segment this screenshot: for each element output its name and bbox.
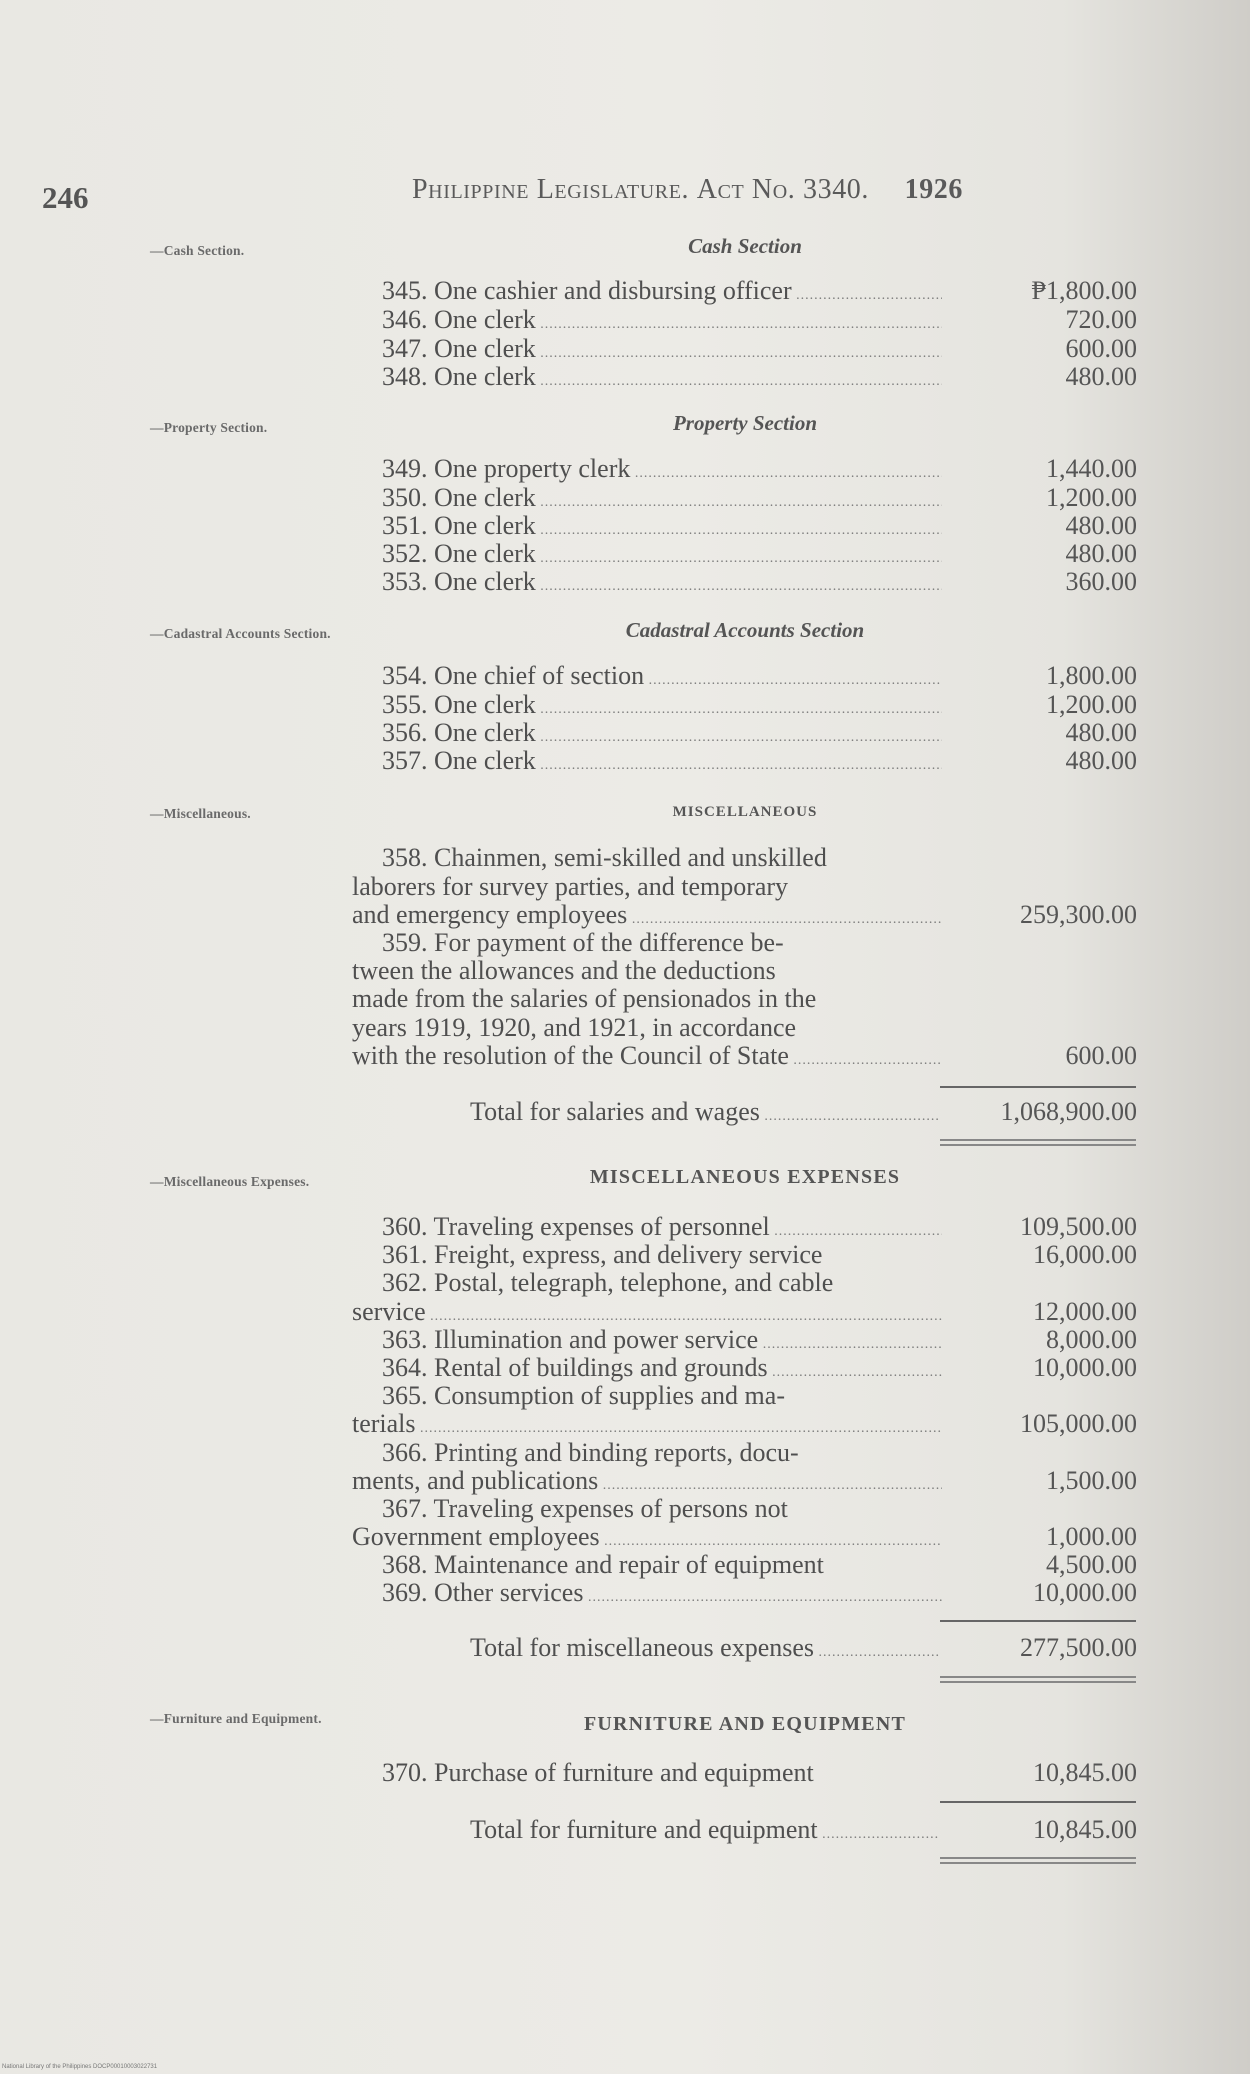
budget-line [352,1268,1137,1298]
line-amount: 1,200.00 [1046,690,1137,719]
line-text: 366. Printing and binding reports, docu- [382,1438,799,1467]
scan-footer: National Library of the Philippines DOCP00010003022731 [2,2064,158,2070]
page-number: 246 [42,180,89,215]
budget-line [352,1013,1137,1043]
line-text: 356. One clerk ..... [352,718,942,753]
line-text: 364. Rental of buildings and grounds ..... [352,1353,942,1388]
budget-line [352,1522,1137,1552]
line-amount: 1,800.00 [1046,661,1137,690]
margin-note-property: —Property Section. [150,420,268,435]
line-text: 354. One chief of section ..... [352,661,942,696]
line-amount: 600.00 [1065,334,1137,363]
line-amount: 1,500.00 [1046,1466,1137,1495]
budget-line [352,1353,1137,1383]
line-amount: 10,845.00 [1033,1758,1137,1787]
line-amount: 259,300.00 [1020,900,1137,929]
running-head [412,174,963,206]
line-amount: 10,000.00 [1033,1578,1137,1607]
line-amount: 480.00 [1065,718,1137,747]
budget-line [352,1466,1137,1496]
budget-line [352,334,1137,364]
budget-line [352,1494,1137,1524]
line-text: 352. One clerk ..... [352,539,942,574]
line-text: 351. One clerk ..... [352,511,942,546]
line-text: 349. One property clerk ..... [352,454,942,489]
line-amount: 480.00 [1065,746,1137,775]
line-amount: ₱1,800.00 [1031,276,1137,305]
line-text: 357. One clerk ..... [352,746,942,781]
line-text: 362. Postal, telegraph, telephone, and cable [382,1268,834,1297]
line-text: 348. One clerk ..... [352,362,942,397]
line-amount: 360.00 [1065,567,1137,596]
budget-line [352,1041,1137,1071]
line-amount: 109,500.00 [1020,1212,1137,1241]
budget-line [352,872,1137,902]
line-text: 359. For payment of the difference be- [382,928,784,957]
section-heading-miscellaneous: MISCELLANEOUS [672,804,818,820]
line-text: with the resolution of the Council of State ..... [352,1041,942,1076]
line-amount: 480.00 [1065,539,1137,568]
budget-line [352,1758,1137,1788]
budget-line [352,1409,1137,1439]
budget-line [352,1381,1137,1411]
line-text: 369. Other services ..... [352,1578,942,1613]
line-text: tween the allowances and the deductions [352,956,776,985]
line-amount: 480.00 [1065,362,1137,391]
line-amount: 16,000.00 [1033,1240,1137,1269]
budget-line [352,1297,1137,1327]
budget-line [352,1438,1137,1468]
total-amount: 277,500.00 [1020,1633,1137,1662]
budget-line [352,984,1137,1014]
budget-line [352,843,1137,873]
line-text: Government employees ..... [352,1522,942,1557]
section-heading-furniture: FURNITURE AND EQUIPMENT [583,1713,907,1735]
total-double-rule [940,1139,1136,1146]
margin-note-miscellaneous: —Miscellaneous. [150,806,251,821]
total-text: Total for furniture and equipment ..... [470,1815,940,1850]
line-text: 347. One clerk ..... [352,334,942,369]
running-head-title: Philippine Legislature. [412,174,690,205]
budget-line [352,718,1137,748]
line-text: 370. Purchase of furniture and equipment [382,1758,814,1787]
budget-line [352,1325,1137,1355]
line-text: 358. Chainmen, semi-skilled and unskilled [382,843,827,872]
budget-line [352,956,1137,986]
budget-line [352,567,1137,597]
budget-line [352,1240,1137,1270]
budget-line [352,690,1137,720]
line-amount: 720.00 [1065,305,1137,334]
line-text: 353. One clerk ..... [352,567,942,602]
line-text: 367. Traveling expenses of persons not [382,1494,788,1523]
section-heading-cadastral: Cadastral Accounts Section [625,618,865,642]
section-heading-cash: Cash Section [688,234,802,258]
line-amount: 1,000.00 [1046,1522,1137,1551]
line-text: 368. Maintenance and repair of equipment [382,1550,824,1579]
section-heading-misc-expenses: MISCELLANEOUS EXPENSES [589,1166,901,1188]
total-double-rule [940,1857,1136,1864]
line-text: 355. One clerk ..... [352,690,942,725]
line-amount: 1,200.00 [1046,483,1137,512]
line-text: 363. Illumination and power service ..... [352,1325,942,1360]
margin-note-cadastral: —Cadastral Accounts Section. [150,626,331,641]
budget-line [352,276,1137,306]
line-text: 350. One clerk ..... [352,483,942,518]
line-text: laborers for survey parties, and temporary [352,872,789,901]
line-text: service ..... [352,1297,942,1332]
line-text: and emergency employees ..... [352,900,942,935]
line-text: 346. One clerk ..... [352,305,942,340]
line-text: 360. Traveling expenses of personnel ..... [352,1212,942,1247]
margin-note-cash: —Cash Section. [150,243,245,258]
line-amount: 10,000.00 [1033,1353,1137,1382]
total-line [470,1633,1137,1663]
budget-line [352,362,1137,392]
line-amount: 105,000.00 [1020,1409,1137,1438]
budget-line [352,928,1137,958]
budget-line [352,746,1137,776]
line-text: made from the salaries of pensionados in the [352,984,817,1013]
line-amount: 12,000.00 [1033,1297,1137,1326]
budget-line [352,1550,1137,1580]
line-amount: 1,440.00 [1046,454,1137,483]
budget-line [352,539,1137,569]
running-head-year: 1926 [904,174,964,205]
budget-line [352,1578,1137,1608]
subtotal-rule [940,1620,1136,1622]
running-head-act: Act No. 3340. [696,174,869,205]
line-amount: 480.00 [1065,511,1137,540]
total-amount: 10,845.00 [1033,1815,1137,1844]
subtotal-rule [940,1801,1136,1803]
budget-line [352,661,1137,691]
total-amount: 1,068,900.00 [1000,1097,1137,1126]
margin-note-furniture: —Furniture and Equipment. [150,1711,322,1726]
budget-line [352,483,1137,513]
budget-line [352,511,1137,541]
budget-line [352,900,1137,930]
line-text: 365. Consumption of supplies and ma- [382,1381,785,1410]
line-text: ments, and publications ..... [352,1466,942,1501]
line-text: years 1919, 1920, and 1921, in accordance [352,1013,797,1042]
line-text: 361. Freight, express, and delivery service [382,1240,823,1269]
budget-line [352,454,1137,484]
line-text: terials ..... [352,1409,942,1444]
total-line [470,1815,1137,1845]
line-amount: 4,500.00 [1046,1550,1137,1579]
line-text: 345. One cashier and disbursing officer ..... [352,276,942,311]
margin-note-misc-expenses: —Miscellaneous Expenses. [150,1174,310,1189]
total-double-rule [940,1676,1136,1683]
total-text: Total for miscellaneous expenses ..... [470,1633,940,1668]
section-heading-property: Property Section [672,411,818,435]
total-text: Total for salaries and wages ..... [470,1097,940,1132]
line-amount: 600.00 [1065,1041,1137,1070]
line-amount: 8,000.00 [1046,1325,1137,1354]
total-line [470,1097,1137,1127]
budget-line [352,305,1137,335]
budget-line [352,1212,1137,1242]
subtotal-rule [940,1086,1136,1088]
